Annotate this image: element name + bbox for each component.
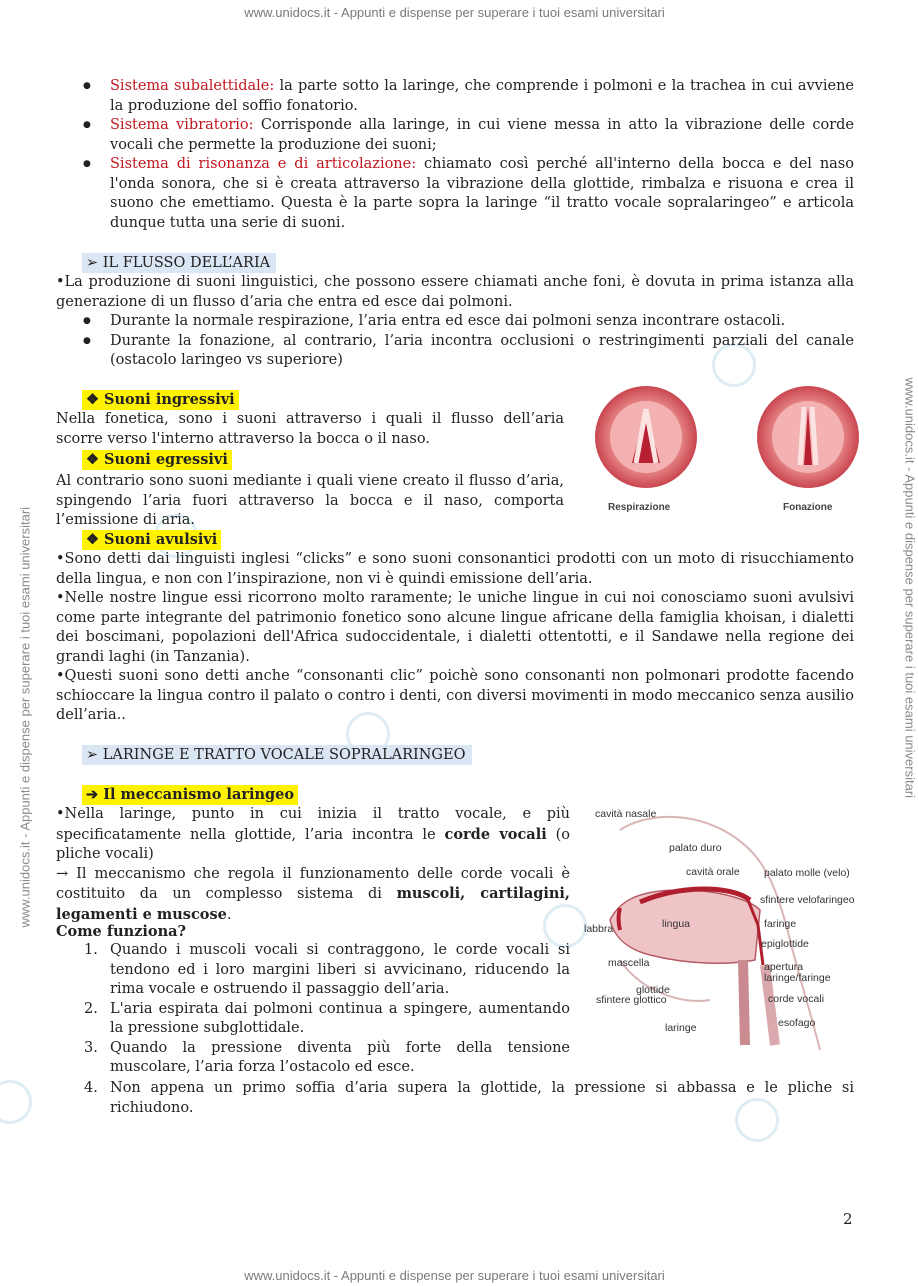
label-faringe: faringe <box>764 918 797 930</box>
step-4 <box>56 1079 854 1118</box>
step-number: 1. <box>84 942 98 958</box>
watermark-left: www.unidocs.it - Appunti e dispense per superare i tuoi esami universitari <box>17 506 33 928</box>
step-text: Non appena un primo soffia d’aria supera la glottide, la pressione si abbassa e le pliche si richiudono. <box>110 1080 854 1116</box>
term-corde-vocali: corde vocali <box>444 825 547 843</box>
text-segment: → Il meccanismo che regola il funzionamento delle corde vocali è costituito da un complesso sistema di <box>56 865 570 902</box>
list-item <box>56 1000 570 1039</box>
avulsivi-paragraph: •Nelle nostre lingue essi ricorrono molto raramente; le uniche lingue in cui noi conosciamo suoni avulsivi come parte integrante del patrimonio fonetico sono alcune lingue africane della famiglia khoisan, i dialetti dei boscimani, popolazioni dell'Africa sudoccidentale, i dialetti ottentotti, e il Sandawe nella regione dei grandi laghi (in Tanzania). <box>56 590 854 665</box>
glottis-figure <box>590 385 870 515</box>
list-item <box>56 77 854 116</box>
step-number: 2. <box>84 1000 98 1017</box>
laringe-paragraph <box>56 805 570 865</box>
label-sfintere-velofaringeo: sfintere velofaringeo <box>760 894 855 906</box>
term: Sistema vibratorio: <box>110 117 254 133</box>
watermark-bottom: www.unidocs.it - Appunti e dispense per superare i tuoi esami universitari <box>244 1268 665 1283</box>
label-esofago: esofago <box>778 1017 816 1029</box>
steps-section <box>56 941 570 1078</box>
label-labbra: labbra <box>584 923 614 935</box>
step-number: 3. <box>84 1039 98 1056</box>
laringe-text <box>56 805 570 925</box>
heading-ingressivi: ❖ Suoni ingressivi <box>82 390 239 410</box>
label-lingua: lingua <box>662 918 691 930</box>
ingressivi-text: Nella fonetica, sono i suoni attraverso i quali il flusso dell’aria scorre verso l'interno attraverso la bocca o il naso. <box>56 411 564 447</box>
section-heading-laringe: ➢ LARINGE E TRATTO VOCALE SOPRALARINGEO <box>82 745 472 765</box>
label-corde-vocali: corde vocali <box>768 993 825 1005</box>
fonazione-glottis <box>757 386 859 488</box>
term: Sistema di risonanza e di articolazione: <box>110 156 417 172</box>
label-sfintere-glottico: sfintere glottico <box>596 994 667 1006</box>
systems-list <box>56 77 854 233</box>
glottis-illustration <box>590 385 870 515</box>
label-cavita-orale: cavità orale <box>686 866 740 878</box>
step-text: L'aria espirata dai polmoni continua a spingere, aumentando la pressione subglottidale. <box>110 1000 570 1036</box>
description: chiamato così perché all'interno della bocca e del naso l'onda sonora, che si è creata attraverso la vibrazione della glottide, rimbalza e risuona e crea il suono che emettiamo. Questa è la parte sopra la laringe “il tratto vocale sopralaringeo” e articola dunque tutta una serie di suoni. <box>110 156 854 231</box>
section-heading-flusso: ➢ IL FLUSSO DELL’ARIA <box>82 253 276 273</box>
avulsivi-paragraph: •Sono detti dai linguisti inglesi “clicks” e sono suoni consonantici prodotti con un moto di risucchiamento della lingua, e non con l’inspirazione, non vi è quindi emissione dell’aria. <box>56 551 854 587</box>
text-segment: (o pliche vocali) <box>56 826 570 862</box>
list-item <box>56 941 570 1000</box>
heading-avulsivi: ❖ Suoni avulsivi <box>82 530 221 550</box>
caption-respirazione: Respirazione <box>608 502 671 513</box>
flusso-section <box>56 273 854 371</box>
label-cavita-nasale: cavità nasale <box>595 808 657 820</box>
label-apertura <box>764 962 831 984</box>
label-palato-duro: palato duro <box>669 842 722 854</box>
text-segment: •Nella laringe, punto in cui inizia il tratto vocale, e più specificatamente nella glottide, l’aria incontra le <box>56 806 570 843</box>
label-apertura-line2: laringe/faringe <box>764 972 831 984</box>
vocal-tract-illustration <box>580 790 870 1052</box>
heading-meccanismo: ➔ Il meccanismo laringeo <box>82 785 298 805</box>
label-laringe: laringe <box>665 1022 697 1034</box>
label-apertura-line1: apertura <box>764 961 804 973</box>
list-item <box>56 1079 854 1118</box>
list-item <box>56 116 854 155</box>
description: Corrisponde alla laringe, in cui viene messa in atto la vibrazione delle corde vocali che permette la produzione dei suoni; <box>110 117 854 153</box>
page-number: 2 <box>843 1210 853 1228</box>
watermark-right: www.unidocs.it - Appunti e dispense per superare i tuoi esami universitari <box>902 377 918 799</box>
label-palato-molle: palato molle (velo) <box>764 867 850 879</box>
anatomy-figure <box>580 790 870 1052</box>
step-number: 4. <box>84 1080 98 1096</box>
watermark-top: www.unidocs.it - Appunti e dispense per superare i tuoi esami universitari <box>244 5 665 20</box>
label-glottide: glottide <box>636 984 670 996</box>
avulsivi-paragraph: •Questi suoni sono detti anche “consonanti clic” poichè sono consonanti non polmonari prodotte facendo schioccare la lingua contro il palato o contro i denti, con diversi movimenti in modo meccanico senza ausilio dell’aria.. <box>56 668 854 723</box>
watermark-logo-icon <box>0 1080 32 1124</box>
laringe-paragraph <box>56 865 570 926</box>
avulsivi-section <box>56 550 854 726</box>
heading-egressivi: ❖ Suoni egressivi <box>82 450 232 470</box>
caption-fonazione: Fonazione <box>783 502 833 513</box>
step-text: Quando i muscoli vocali si contraggono, le corde vocali si tendono ed i loro margini liberi si avvicinano, riducendo la rima vocale e ostruendo il passaggio dell’aria. <box>110 942 570 997</box>
label-epiglottide: epiglottide <box>761 938 809 950</box>
term: Sistema subalettidale: <box>110 78 275 94</box>
respirazione-glottis <box>595 386 697 488</box>
label-mascella: mascella <box>608 957 650 969</box>
come-funziona-heading: Come funziona? <box>56 923 186 940</box>
term-components: muscoli, cartilagini, legamenti e muscose <box>56 885 570 923</box>
list-item: ● Durante la normale respirazione, l’aria entra ed esce dai polmoni senza incontrare ostacoli. <box>56 312 854 332</box>
description: la parte sotto la laringe, che comprende i polmoni e la trachea in cui avviene la produzione del soffio fonatorio. <box>110 78 854 114</box>
list-item <box>56 155 854 233</box>
text-segment: . <box>226 906 232 923</box>
list-item <box>56 1039 570 1078</box>
list-item: ● Durante la fonazione, al contrario, l’aria incontra occlusioni o restringimenti parziali del canale (ostacolo laringeo vs superiore) <box>56 332 854 371</box>
flusso-intro: •La produzione di suoni linguistici, che possono essere chiamati anche foni, è dovuta in prima istanza alla generazione di un flusso d’aria che entra ed esce dai polmoni. <box>56 274 854 310</box>
egressivi-text: Al contrario sono suoni mediante i quali viene creato il flusso d’aria, spingendo l’aria fuori attraverso la bocca e il naso, comporta l’emissione di aria. <box>56 473 564 528</box>
step-text: Quando la pressione diventa più forte della tensione muscolare, l’aria forza l’ostacolo ed esce. <box>110 1039 570 1075</box>
